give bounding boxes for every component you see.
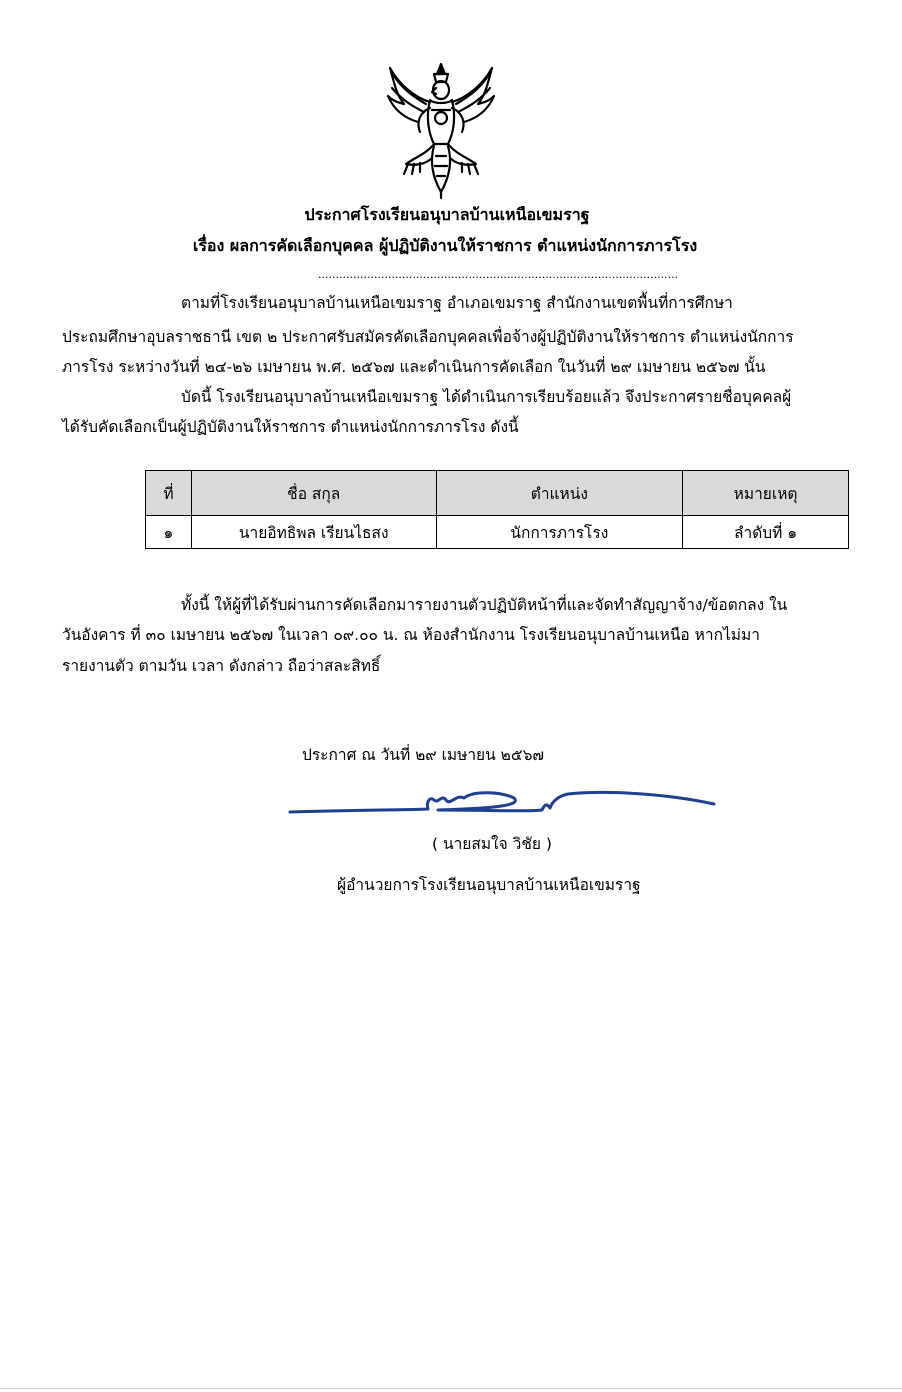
cell-number: ๑: [146, 516, 192, 549]
announcement-subject: เรื่อง ผลการคัดเลือกบุคคล ผู้ปฏิบัติงานให้ราชการ ตำแหน่งนักการภารโรง: [192, 236, 698, 255]
header-remark: หมายเหตุ: [683, 471, 849, 516]
paragraph-3-line-3: รายงานตัว ตามวัน เวลา ดังกล่าว ถือว่าสละสิทธิ์: [62, 657, 381, 675]
cell-remark: ลำดับที่ ๑: [683, 516, 849, 549]
page-edge-divider: [0, 1388, 902, 1389]
table-header-row: [146, 471, 849, 516]
paragraph-2-line-1: บัดนี้ โรงเรียนอนุบาลบ้านเหนือเขมราฐ ได้ดำเนินการเรียบร้อยแล้ว จึงประกาศรายชื่อบุคคลผู้: [181, 388, 792, 406]
header-number: ที่: [146, 471, 192, 516]
garuda-emblem-icon: [386, 60, 496, 200]
paragraph-3-line-2: วันอังคาร ที่ ๓๐ เมษายน ๒๕๖๗ ในเวลา ๐๙.๐๐ น. ณ ห้องสำนักงาน โรงเรียนอนุบาลบ้านเหนือ หากไม่มา: [62, 626, 760, 644]
paragraph-1-line-3: ภารโรง ระหว่างวันที่ ๒๔-๒๖ เมษายน พ.ศ. ๒๕๖๗ และดำเนินการคัดเลือก ในวันที่ ๒๙ เมษายน ๒๕๖๗ นั้น: [62, 358, 766, 376]
paragraph-1-line-1: ตามที่โรงเรียนอนุบาลบ้านเหนือเขมราฐ อำเภอเขมราฐ สำนักงานเขตพื้นที่การศึกษา: [181, 294, 733, 312]
header-name: ชื่อ สกุล: [191, 471, 436, 516]
signer-name: ( นายสมใจ วิชัย ): [432, 835, 552, 853]
cell-position: นักการภารโรง: [436, 516, 683, 549]
paragraph-1-line-2: ประถมศึกษาอุบลราชธานี เขต ๒ ประกาศรับสมัครคัดเลือกบุคคลเพื่อจ้างผู้ปฏิบัติงานให้ราชการ ตำแหน่งนักการ: [62, 328, 794, 346]
paragraph-2-line-2: ได้รับคัดเลือกเป็นผู้ปฏิบัติงานให้ราชการ ตำแหน่งนักการภารโรง ดังนี้: [62, 418, 519, 436]
signer-position: ผู้อำนวยการโรงเรียนอนุบาลบ้านเหนือเขมราฐ: [337, 876, 641, 894]
announce-date: ประกาศ ณ วันที่ ๒๙ เมษายน ๒๕๖๗: [302, 746, 545, 764]
results-table: [145, 470, 849, 549]
header-position: ตำแหน่ง: [436, 471, 683, 516]
signature-image: [288, 780, 718, 830]
announcement-title: ประกาศโรงเรียนอนุบาลบ้านเหนือเขมราฐ: [304, 205, 590, 224]
table-row: [146, 516, 849, 549]
cell-name: นายอิทธิพล เรียนไธสง: [191, 516, 436, 549]
paragraph-3-line-1: ทั้งนี้ ให้ผู้ที่ได้รับผ่านการคัดเลือกมารายงานตัวปฏิบัติหน้าที่และจัดทำสัญญาจ้าง/ข้อตกลง ใน: [181, 596, 788, 614]
title-separator: .......................................................................................................: [318, 268, 679, 281]
